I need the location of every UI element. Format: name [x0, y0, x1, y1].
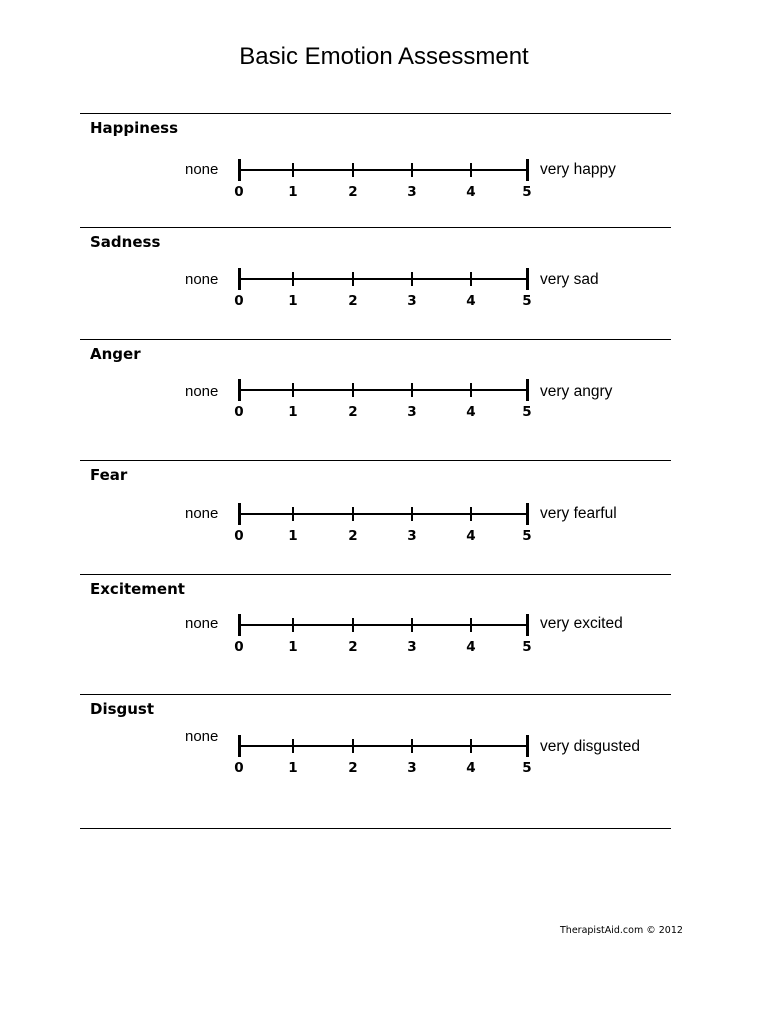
scale-tick-1[interactable] [292, 383, 293, 397]
scale-tick-0[interactable] [238, 159, 241, 181]
footer-copyright: TherapistAid.com © 2012 [560, 925, 683, 936]
scale-tick-2[interactable] [352, 272, 353, 286]
scale-number-5: 5 [522, 760, 532, 776]
scale-number-4: 4 [466, 528, 476, 544]
scale-tick-3[interactable] [411, 163, 412, 177]
scale-tick-0[interactable] [238, 614, 241, 636]
scale-tick-4[interactable] [470, 272, 471, 286]
emotion-name: Disgust [90, 700, 155, 718]
scale-number-3: 3 [407, 293, 417, 309]
emotion-section-sadness [80, 227, 680, 337]
scale-number-5: 5 [522, 404, 532, 420]
scale-tick-4[interactable] [470, 618, 471, 632]
page-title: Basic Emotion Assessment [239, 43, 529, 70]
rating-scale-line [239, 389, 527, 391]
emotion-section-happiness [80, 113, 680, 223]
scale-min-label: none [185, 271, 219, 288]
scale-number-1: 1 [288, 639, 298, 655]
scale-max-label: very excited [540, 615, 623, 632]
scale-tick-2[interactable] [352, 383, 353, 397]
scale-tick-0[interactable] [238, 735, 241, 757]
scale-min-label: none [185, 161, 219, 178]
scale-number-4: 4 [466, 293, 476, 309]
scale-number-2: 2 [348, 528, 358, 544]
scale-number-4: 4 [466, 404, 476, 420]
scale-tick-3[interactable] [411, 383, 412, 397]
scale-tick-4[interactable] [470, 739, 471, 753]
scale-tick-1[interactable] [292, 507, 293, 521]
scale-number-1: 1 [288, 184, 298, 200]
scale-number-0: 0 [234, 293, 244, 309]
scale-max-label: very fearful [540, 505, 617, 522]
scale-number-2: 2 [348, 404, 358, 420]
emotion-section-fear [80, 460, 680, 570]
rating-scale-line [239, 169, 527, 171]
scale-max-label: very happy [540, 161, 616, 178]
rating-scale-line [239, 624, 527, 626]
scale-tick-1[interactable] [292, 272, 293, 286]
scale-tick-3[interactable] [411, 618, 412, 632]
scale-number-0: 0 [234, 639, 244, 655]
scale-tick-1[interactable] [292, 739, 293, 753]
scale-number-4: 4 [466, 639, 476, 655]
scale-tick-0[interactable] [238, 379, 241, 401]
rating-scale-line [239, 513, 527, 515]
scale-tick-1[interactable] [292, 618, 293, 632]
scale-number-1: 1 [288, 528, 298, 544]
scale-number-0: 0 [234, 184, 244, 200]
scale-number-2: 2 [348, 293, 358, 309]
scale-number-3: 3 [407, 528, 417, 544]
scale-tick-4[interactable] [470, 507, 471, 521]
scale-tick-5[interactable] [526, 735, 529, 757]
scale-number-5: 5 [522, 184, 532, 200]
scale-tick-3[interactable] [411, 272, 412, 286]
scale-min-label: none [185, 728, 219, 745]
scale-number-3: 3 [407, 639, 417, 655]
scale-number-2: 2 [348, 760, 358, 776]
emotion-section-anger [80, 339, 680, 449]
scale-tick-3[interactable] [411, 507, 412, 521]
scale-number-4: 4 [466, 760, 476, 776]
scale-min-label: none [185, 615, 219, 632]
scale-max-label: very disgusted [540, 738, 640, 755]
scale-min-label: none [185, 505, 219, 522]
scale-number-1: 1 [288, 293, 298, 309]
scale-number-3: 3 [407, 760, 417, 776]
rating-scale-line [239, 745, 527, 747]
scale-number-2: 2 [348, 639, 358, 655]
rating-scale-line [239, 278, 527, 280]
scale-tick-3[interactable] [411, 739, 412, 753]
scale-number-3: 3 [407, 404, 417, 420]
scale-tick-4[interactable] [470, 163, 471, 177]
scale-tick-5[interactable] [526, 614, 529, 636]
scale-number-4: 4 [466, 184, 476, 200]
emotion-name: Happiness [90, 119, 179, 137]
scale-number-2: 2 [348, 184, 358, 200]
emotion-section-disgust [80, 694, 680, 804]
scale-number-5: 5 [522, 528, 532, 544]
scale-tick-5[interactable] [526, 159, 529, 181]
scale-number-1: 1 [288, 760, 298, 776]
scale-number-0: 0 [234, 528, 244, 544]
emotion-name: Sadness [90, 233, 161, 251]
scale-tick-4[interactable] [470, 383, 471, 397]
scale-tick-5[interactable] [526, 268, 529, 290]
scale-number-0: 0 [234, 760, 244, 776]
emotion-name: Fear [90, 466, 128, 484]
scale-tick-5[interactable] [526, 379, 529, 401]
scale-tick-2[interactable] [352, 507, 353, 521]
scale-tick-2[interactable] [352, 163, 353, 177]
emotion-name: Excitement [90, 580, 185, 598]
emotion-section-excitement [80, 574, 680, 684]
scale-number-5: 5 [522, 639, 532, 655]
scale-max-label: very angry [540, 383, 613, 400]
scale-number-0: 0 [234, 404, 244, 420]
scale-min-label: none [185, 383, 219, 400]
scale-tick-5[interactable] [526, 503, 529, 525]
section-divider [80, 828, 671, 829]
scale-tick-0[interactable] [238, 503, 241, 525]
scale-tick-2[interactable] [352, 739, 353, 753]
emotion-name: Anger [90, 345, 141, 363]
scale-tick-2[interactable] [352, 618, 353, 632]
scale-max-label: very sad [540, 271, 599, 288]
scale-number-5: 5 [522, 293, 532, 309]
scale-tick-0[interactable] [238, 268, 241, 290]
scale-number-1: 1 [288, 404, 298, 420]
scale-tick-1[interactable] [292, 163, 293, 177]
scale-number-3: 3 [407, 184, 417, 200]
